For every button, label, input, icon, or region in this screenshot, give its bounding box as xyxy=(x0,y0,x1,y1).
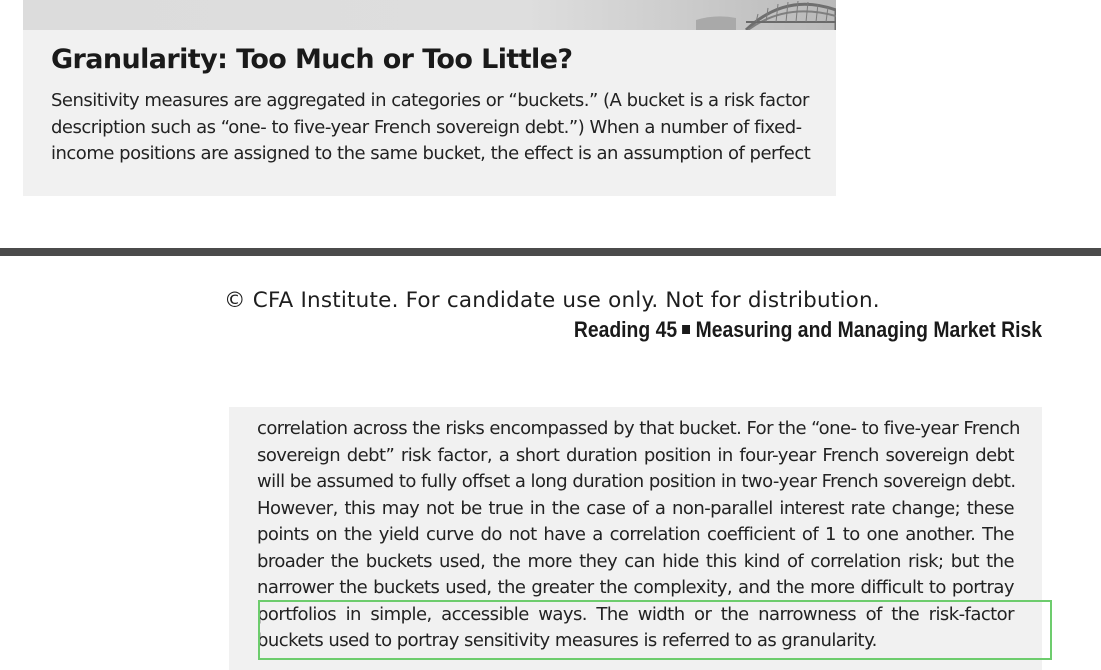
paragraph-line: However, this may not be true in the case of a non-parallel interest rate change; these xyxy=(257,497,1014,519)
banner-image xyxy=(23,0,836,30)
box-text xyxy=(51,88,811,168)
paragraph-line: sovereign debt” risk factor, a short duration position in four-year French sovereign debt xyxy=(257,444,1014,466)
box-text-line: Sensitivity measures are aggregated in categories or “buckets.” (A bucket is a risk factor xyxy=(51,90,809,111)
running-header xyxy=(574,317,1042,343)
separator-square xyxy=(682,325,690,334)
paragraph-line: points on the yield curve do not have a correlation coefficient of 1 to one another. The xyxy=(257,524,1014,545)
page-divider xyxy=(0,248,1101,256)
paragraph-line: portfolios in simple, accessible ways. The width or the narrowness of the risk-factor xyxy=(257,603,1014,625)
sidebar-box xyxy=(23,0,836,196)
paragraph-line: buckets used to portray sensitivity measures is referred to as granularity. xyxy=(257,630,877,651)
paragraph-line: broader the buckets used, the more they can hide this kind of correlation risk; but the xyxy=(257,550,1014,572)
paragraph-line: narrower the buckets used, the greater the complexity, and the more difficult to portray xyxy=(257,577,1014,598)
box-text-line: description such as “one- to five-year French sovereign debt.”) When a number of fixed- xyxy=(51,116,802,138)
paragraph-line: will be assumed to fully offset a long duration position in two-year French sovereign debt. xyxy=(257,471,1016,492)
selection-highlight xyxy=(258,600,1052,660)
box-text-line: income positions are assigned to the same bucket, the effect is an assumption of perfect xyxy=(51,143,811,164)
bridge-illustration xyxy=(636,0,836,30)
paragraph-line: correlation across the risks encompassed by that bucket. For the “one- to five-year French xyxy=(257,418,1020,439)
box-title: Granularity: Too Much or Too Little? xyxy=(51,44,573,75)
reading-number: Reading 45 xyxy=(573,317,678,342)
reading-title: Measuring and Managing Market Risk xyxy=(695,317,1042,342)
copyright-notice: © CFA Institute. For candidate use only. Not for distribution. xyxy=(224,288,880,313)
